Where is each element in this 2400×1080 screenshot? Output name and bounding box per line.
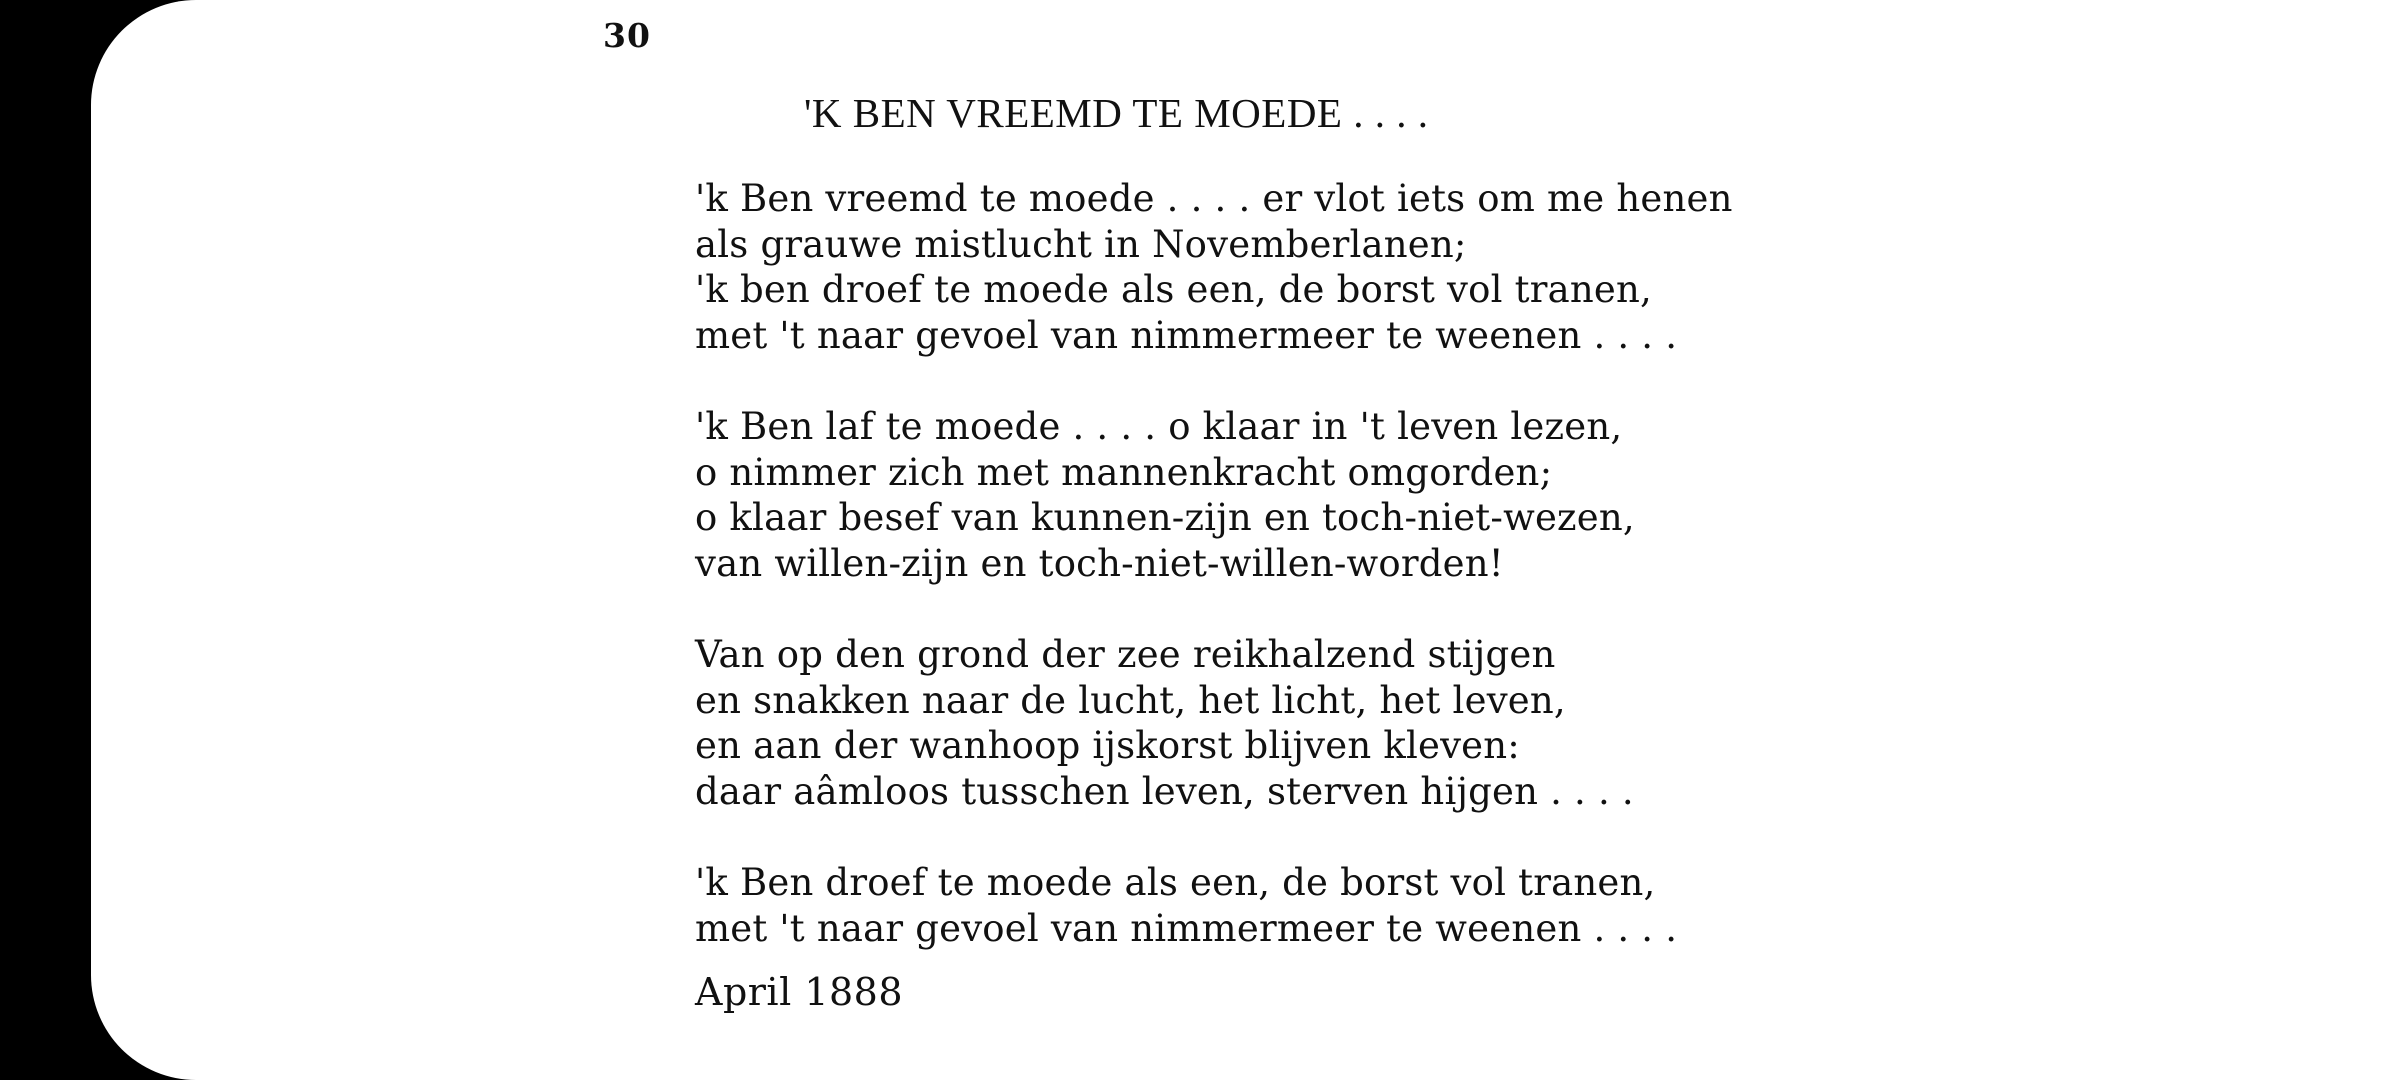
verse-line: en aan der wanhoop ijskorst blijven kleven: — [695, 724, 1520, 767]
verse-line: 'k Ben vreemd te moede . . . . er vlot iets om me henen — [695, 177, 1733, 220]
verse-line: 'k Ben laf te moede . . . . o klaar in 't leven lezen, — [695, 405, 1623, 448]
verse-line: als grauwe mistlucht in Novemberlanen; — [695, 222, 1467, 266]
poem-date: April 1888 — [695, 970, 904, 1014]
verse-line: 'k ben droef te moede als een, de borst vol tranen, — [695, 268, 1652, 311]
verse-line: van willen-zijn en toch-niet-willen-worden! — [695, 541, 1504, 585]
verse-line: 'k Ben droef te moede als een, de borst vol tranen, — [695, 861, 1656, 904]
poem-title: 'K BEN VREEMD TE MOEDE . . . . — [804, 90, 1429, 136]
verse-line: met 't naar gevoel van nimmermeer te weenen . . . . — [695, 906, 1678, 950]
verse-line: en snakken naar de lucht, het licht, het leven, — [695, 678, 1566, 722]
stanza-1 — [695, 176, 1895, 358]
stanza-4 — [695, 860, 1895, 951]
verse-line: daar aâmloos tusschen leven, sterven hijgen . . . . — [695, 769, 1634, 813]
stanza-3 — [695, 632, 1895, 814]
book-page — [91, 0, 2400, 1080]
verse-line: o klaar besef van kunnen-zijn en toch-niet-wezen, — [695, 496, 1635, 539]
verse-line: Van op den grond der zee reikhalzend stijgen — [695, 633, 1556, 676]
verse-line: met 't naar gevoel van nimmermeer te weenen . . . . — [695, 313, 1678, 357]
page-number: 30 — [603, 16, 651, 55]
verse-line: o nimmer zich met mannenkracht omgorden; — [695, 450, 1553, 494]
stanza-2 — [695, 404, 1895, 586]
